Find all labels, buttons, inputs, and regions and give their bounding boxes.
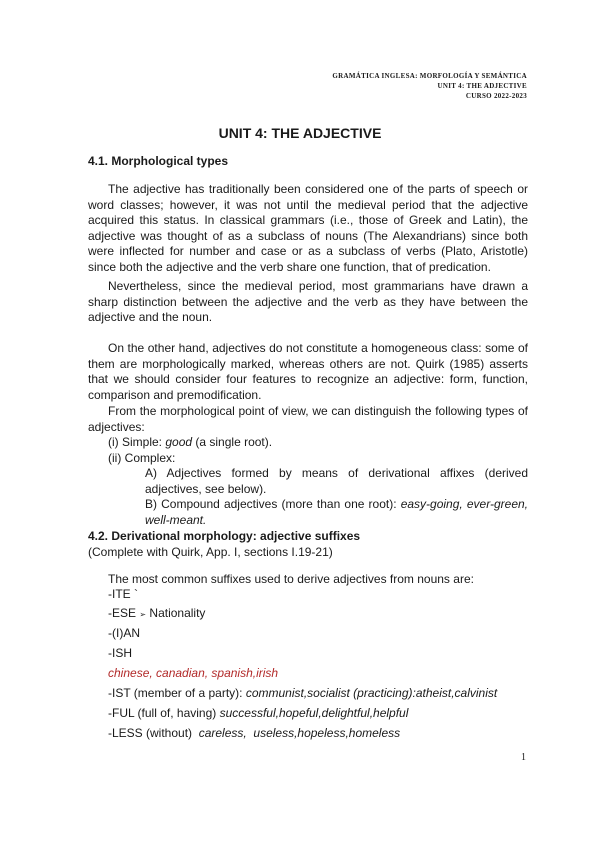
header-unit: UNIT 4: THE ADJECTIVE (437, 82, 527, 90)
section-2-heading (88, 529, 528, 560)
suffix-ite: -ITE ` (108, 587, 138, 601)
suffix-ese (108, 606, 205, 620)
suffix-ist (108, 686, 497, 700)
label: -ESE (108, 606, 137, 620)
arrow-icon: ➢ (139, 610, 147, 619)
header-course: GRAMÁTICA INGLESA: MORFOLOGÍA Y SEMÁNTICA (332, 72, 527, 80)
examples: easy-going, ever-green, well-meant. (145, 497, 529, 527)
list-complex-a: A) Adjectives formed by means of derivational affixes (derived adjectives, see below). (145, 466, 528, 496)
label: -IST (member of a party): (108, 686, 246, 700)
section-2-subtitle: (Complete with Quirk, App. I, sections I.19-21) (88, 544, 333, 559)
label: B) Compound adjectives (more than one root): (145, 497, 401, 511)
suffix-ful (108, 706, 408, 720)
paragraph-4 (88, 404, 528, 528)
list-simple (88, 435, 528, 451)
heading-text: 4.2. Derivational morphology: adjective suffixes (88, 529, 361, 543)
suffix-less (108, 726, 400, 740)
running-header (332, 71, 527, 101)
paragraph-2: Nevertheless, since the medieval period, most grammarians have drawn a sharp distinction between the adjective and the verb as they have between the adjective and the noun. (88, 279, 528, 324)
nationality-examples: chinese, canadian, spanish,irish (108, 666, 279, 680)
examples: successful,hopeful,delightful,helpful (219, 706, 409, 720)
header-year: CURSO 2022-2023 (465, 92, 527, 100)
section-1-heading (88, 154, 528, 170)
label: (i) Simple: (108, 435, 166, 449)
label: -FUL (full of, having) (108, 706, 220, 720)
suffix-ish: -ISH (108, 646, 132, 660)
page-title: UNIT 4: THE ADJECTIVE (218, 125, 382, 141)
nationality: Nationality (149, 606, 206, 620)
suffix-ian: -(I)AN (108, 626, 140, 640)
list-complex: (ii) Complex: (108, 450, 176, 465)
paragraph-3: On the other hand, adjectives do not constitute a homogeneous class: some of them are morphologically marked, whereas others are not. Quirk (1985) asserts that we should consider four features to recognize an adjective: form, function, comparison and premodification. (88, 341, 528, 402)
page-number: 1 (521, 752, 526, 763)
examples: careless, useless,hopeless,homeless (198, 726, 401, 740)
note: (a single root). (192, 435, 273, 449)
example: good (165, 435, 193, 449)
list-complex-b (88, 497, 528, 528)
paragraph-1: The adjective has traditionally been considered one of the parts of speech or word classes; however, it was not until the medieval period that the adjective acquired this status. In classical grammars (i.e., those of Greek and Latin), the adjective was thought of as a subclass of nouns (The Alexandrians) since both were inflected for number and case or as a subclass of verbs (Plato, Aristotle) since both the adjective and the verb share one function, that of predication. (88, 182, 528, 274)
examples: communist,socialist (practicing):atheist,calvinist (245, 686, 498, 700)
suffix-intro: The most common suffixes used to derive adjectives from nouns are: (108, 572, 474, 586)
label: -LESS (without) (108, 726, 199, 740)
heading-text: 4.1. Morphological types (88, 154, 229, 168)
paragraph-4-text: From the morphological point of view, we can distinguish the following types of adjectives: (88, 404, 528, 434)
